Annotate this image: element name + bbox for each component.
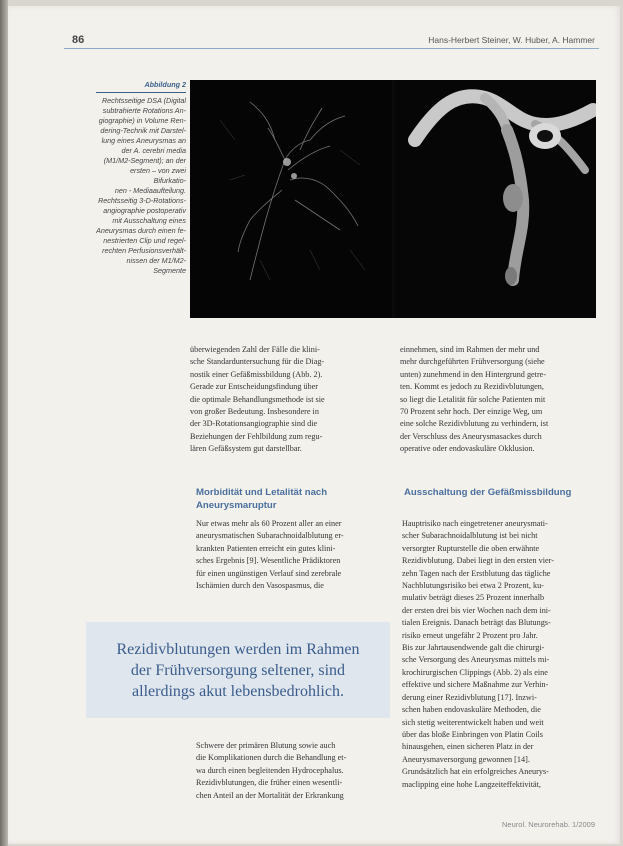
pullquote-line: allerdings akut lebensbedrohlich. xyxy=(132,682,344,700)
3d-angiography-image-panel xyxy=(395,80,597,318)
text-line: eine solche Rezidivblutung zu verhindern, ist xyxy=(400,419,549,429)
text-line: zehn Tagen nach der Erstblutung das tägliche xyxy=(402,568,551,578)
dsa-image-panel xyxy=(190,80,392,318)
figure-caption xyxy=(96,80,186,276)
text-line: unten) zunehmend in den Hintergrund getre- xyxy=(400,369,547,379)
3d-vessel-render-image xyxy=(395,80,597,318)
caption-line: angiographie postoperativ xyxy=(103,206,186,215)
text-line: Ischämien durch den Vasospasmus, die xyxy=(196,581,324,591)
journal-footer: Neurol. Neurorehab. 1/2009 xyxy=(502,820,595,829)
text-line: mehr durchgeführten Frühversorgung (siehe xyxy=(400,357,545,367)
caption-line: nissen der M1/M2-Segmente xyxy=(126,256,186,275)
text-line: versorgter Rupturstelle die oben erwähnte xyxy=(402,543,540,553)
text-line: effektive und sichere Maßnahme zur Verhin- xyxy=(402,680,549,690)
running-head: Hans-Herbert Steiner, W. Huber, A. Hammer xyxy=(428,35,595,45)
text-line: Gerade zur Entscheidungsfindung über xyxy=(190,382,319,392)
text-line: nostik einer Gefäßmissbildung (Abb. 2). xyxy=(190,369,323,379)
text-column-left-top xyxy=(190,344,374,456)
text-line: wa durch einen begleitenden Hydrocephalus. xyxy=(196,765,344,775)
text-line: überwiegenden Zahl der Fälle die klini- xyxy=(190,345,320,354)
pullquote-line: der Frühversorgung seltener, sind xyxy=(130,661,346,679)
caption-line: ersten – von zwei Bifurkatio- xyxy=(130,166,186,185)
text-line: Nachblutungsrisiko bei etwa 2 Prozent, ku- xyxy=(402,581,544,591)
text-line: derung einer Rezidivblutung [17]. Inzwi- xyxy=(402,692,537,702)
text-line: Hauptrisiko nach eingetretener aneurysmati- xyxy=(402,519,548,528)
text-line: über das bloße Einbringen von Platin Coils xyxy=(402,729,543,739)
caption-text xyxy=(96,96,186,276)
heading-aneurysm-exclusion: Ausschaltung der Gefäßmissbildung xyxy=(404,487,572,498)
caption-line: giographie) in Volume Ren- xyxy=(98,116,186,125)
caption-line: lung eines Aneurysmas an xyxy=(101,136,186,145)
text-line: sches Ergebnis [9]. Wesentliche Prädiktoren xyxy=(196,556,341,566)
text-line: Beziehungen der Fehlbildung zum regu- xyxy=(190,431,323,441)
caption-line: Rechtsseitig 3-D-Rotations- xyxy=(98,196,186,205)
caption-line: Aneurysmas durch einen fe- xyxy=(96,226,186,235)
text-line: scher Subarachnoidalblutung ist bei nicht xyxy=(402,531,538,541)
text-line: risiko erneut ungefähr 2 Prozent pro Jahr. xyxy=(402,630,538,640)
text-line: einnehmen, sind im Rahmen der mehr und xyxy=(400,345,540,354)
text-line: mulativ beträgt dieses 25 Prozent innerhalb xyxy=(402,593,545,603)
caption-line: rechten Perfusionsverhält- xyxy=(102,246,186,255)
text-line: chen Anteil an der Mortalität der Erkrankung xyxy=(196,790,344,800)
text-column-right-mid xyxy=(402,518,596,791)
figure-2 xyxy=(190,80,596,318)
text-column-right-top xyxy=(400,344,596,456)
caption-line: der A. cerebri media xyxy=(121,146,186,155)
text-line: hinausgehen, einen sicheren Platz in der xyxy=(402,742,534,752)
text-line: der ersten drei bis vier Wochen nach dem ini- xyxy=(402,605,551,615)
caption-line: nen - Mediaaufteilung. xyxy=(114,186,186,195)
text-line: krochirurgischen Clippings (Abb. 2) als eine xyxy=(402,667,548,677)
page-edge-shadow xyxy=(0,0,8,846)
text-line: sich stetig weiterentwickelt haben und weit xyxy=(402,717,544,727)
text-column-left-mid xyxy=(196,518,376,592)
heading-morbidity: Morbidität und Letalität nach Aneurysmaruptur xyxy=(196,487,328,511)
header-rule xyxy=(64,48,599,49)
text-line: Bis zur Jahrtausendwende galt die chirurgi- xyxy=(402,643,545,653)
text-line: tialen Ereignis. Danach beträgt das Blutungs- xyxy=(402,618,551,628)
caption-title: Abbildung 2 xyxy=(96,80,186,93)
pullquote-box xyxy=(86,622,390,718)
caption-line: mit Ausschaltung eines xyxy=(112,216,186,225)
text-line: Nur etwas mehr als 60 Prozent aller an einer xyxy=(196,519,342,528)
text-line: ten. Kommt es jedoch zu Rezidivblutungen, xyxy=(400,382,544,392)
caption-line: dering-Technik mit Darstel- xyxy=(100,126,186,135)
text-line: lären Gefäßsystem gut darstellbar. xyxy=(190,444,302,454)
text-line: Schwere der primären Blutung sowie auch xyxy=(196,741,336,750)
text-column-left-bottom xyxy=(196,740,376,802)
text-line: so liegt die Letalität für solche Patienten mit xyxy=(400,394,546,404)
text-line: schen haben endovaskuläre Methoden, die xyxy=(402,705,541,715)
text-line: operative oder endovaskuläre Okklusion. xyxy=(400,444,535,454)
text-line: Grundsätzlich hat ein erfolgreiches Aneurys- xyxy=(402,767,549,777)
text-line: von großer Bedeutung. Insbesondere in xyxy=(190,407,319,417)
text-line: krankten Patienten erreicht ein gutes klini- xyxy=(196,543,336,553)
text-line: sche Standarduntersuchung für die Diag- xyxy=(190,357,325,367)
caption-line: Rechtsseitige DSA (Digital xyxy=(101,96,186,105)
text-line: aneurysmatischen Subarachnoidalblutung er- xyxy=(196,531,344,541)
text-line: die optimale Behandlungsmethode ist sie xyxy=(190,394,325,404)
text-line: Rezidivblutungen, die früher einen wesentli- xyxy=(196,778,343,788)
caption-line: (M1/M2-Segment); an der xyxy=(103,156,186,165)
text-line: für einen ungünstigen Verlauf sind zerebrale xyxy=(196,568,342,578)
text-line: die Komplikationen durch die Behandlung et- xyxy=(196,753,347,763)
caption-line: nestrierten Clip und regel- xyxy=(103,236,186,245)
text-line: der 3D-Rotationsangiographie sind die xyxy=(190,419,318,429)
page-number: 86 xyxy=(72,34,85,46)
text-line: maclipping eine hohe Langzeiteffektivität, xyxy=(402,779,541,789)
text-line: Aneurysmaversorgung gewonnen [14]. xyxy=(402,754,530,764)
text-line: sche Versorgung des Aneurysmas mittels mi- xyxy=(402,655,550,665)
pullquote-line: Rezidivblutungen werden im Rahmen xyxy=(116,640,360,658)
dsa-vessel-image xyxy=(190,80,392,318)
text-line: 70 Prozent sehr hoch. Der einzige Weg, um xyxy=(400,407,543,417)
text-line: der Verschluss des Aneurysmasackes durch xyxy=(400,431,542,441)
text-line: Rezidivblutung. Dabei liegt in den ersten vier- xyxy=(402,556,554,566)
caption-line: subtrahierte Rotations An- xyxy=(102,106,186,115)
